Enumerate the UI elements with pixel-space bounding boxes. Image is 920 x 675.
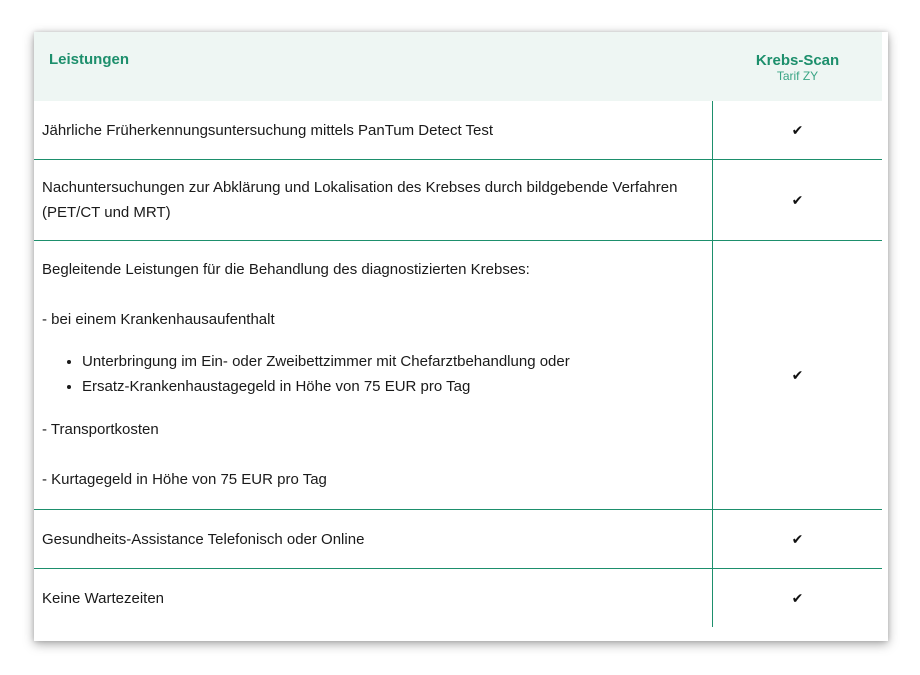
benefit-transport: - Transportkosten	[42, 421, 159, 438]
benefits-table	[34, 32, 882, 627]
list-item: • Unterbringung im Ein- oder Zweibettzimmer mit Chefarztbehandlung oder	[82, 349, 570, 374]
checkmark-icon: ✔	[791, 192, 804, 208]
benefit-coverage	[713, 101, 882, 159]
benefit-kur: - Kurtagegeld in Höhe von 75 EUR pro Tag	[42, 471, 327, 488]
table-row	[34, 160, 882, 241]
benefit-description: Jährliche Früherkennungsuntersuchung mittels PanTum Detect Test	[34, 101, 713, 159]
list-item: • Ersatz-Krankenhaustagegeld in Höhe von 75 EUR pro Tag	[82, 374, 570, 399]
table-row	[34, 569, 882, 627]
benefit-description	[34, 241, 713, 509]
benefit-description: Nachuntersuchungen zur Abklärung und Lokalisation des Krebses durch bildgebende Verfahren (PET/CT und MRT)	[34, 160, 713, 240]
tariff-header	[713, 32, 882, 101]
table-row	[34, 241, 882, 510]
services-header-label: Leistungen	[49, 51, 130, 68]
benefit-description: Keine Wartezeiten	[34, 569, 713, 627]
checkmark-icon: ✔	[791, 531, 804, 547]
table-row	[34, 101, 882, 160]
benefit-hospital: - bei einem Krankenhausaufenthalt	[42, 311, 275, 328]
benefit-description: Gesundheits-Assistance Telefonisch oder Online	[34, 510, 713, 568]
benefit-coverage	[713, 510, 882, 568]
checkmark-icon: ✔	[791, 590, 804, 606]
benefits-card	[34, 32, 888, 641]
benefit-coverage	[713, 241, 882, 509]
checkmark-icon: ✔	[791, 367, 804, 383]
benefit-coverage	[713, 160, 882, 240]
checkmark-icon: ✔	[791, 122, 804, 138]
tariff-subtitle: Tarif ZY	[776, 69, 819, 83]
benefit-hospital-list	[42, 349, 570, 399]
benefit-coverage	[713, 569, 882, 627]
tariff-name: Krebs-Scan	[755, 52, 840, 69]
table-row	[34, 510, 882, 569]
services-header	[34, 18, 713, 101]
table-header	[34, 32, 882, 101]
benefit-intro: Begleitende Leistungen für die Behandlung des diagnostizierten Krebses:	[42, 261, 530, 278]
